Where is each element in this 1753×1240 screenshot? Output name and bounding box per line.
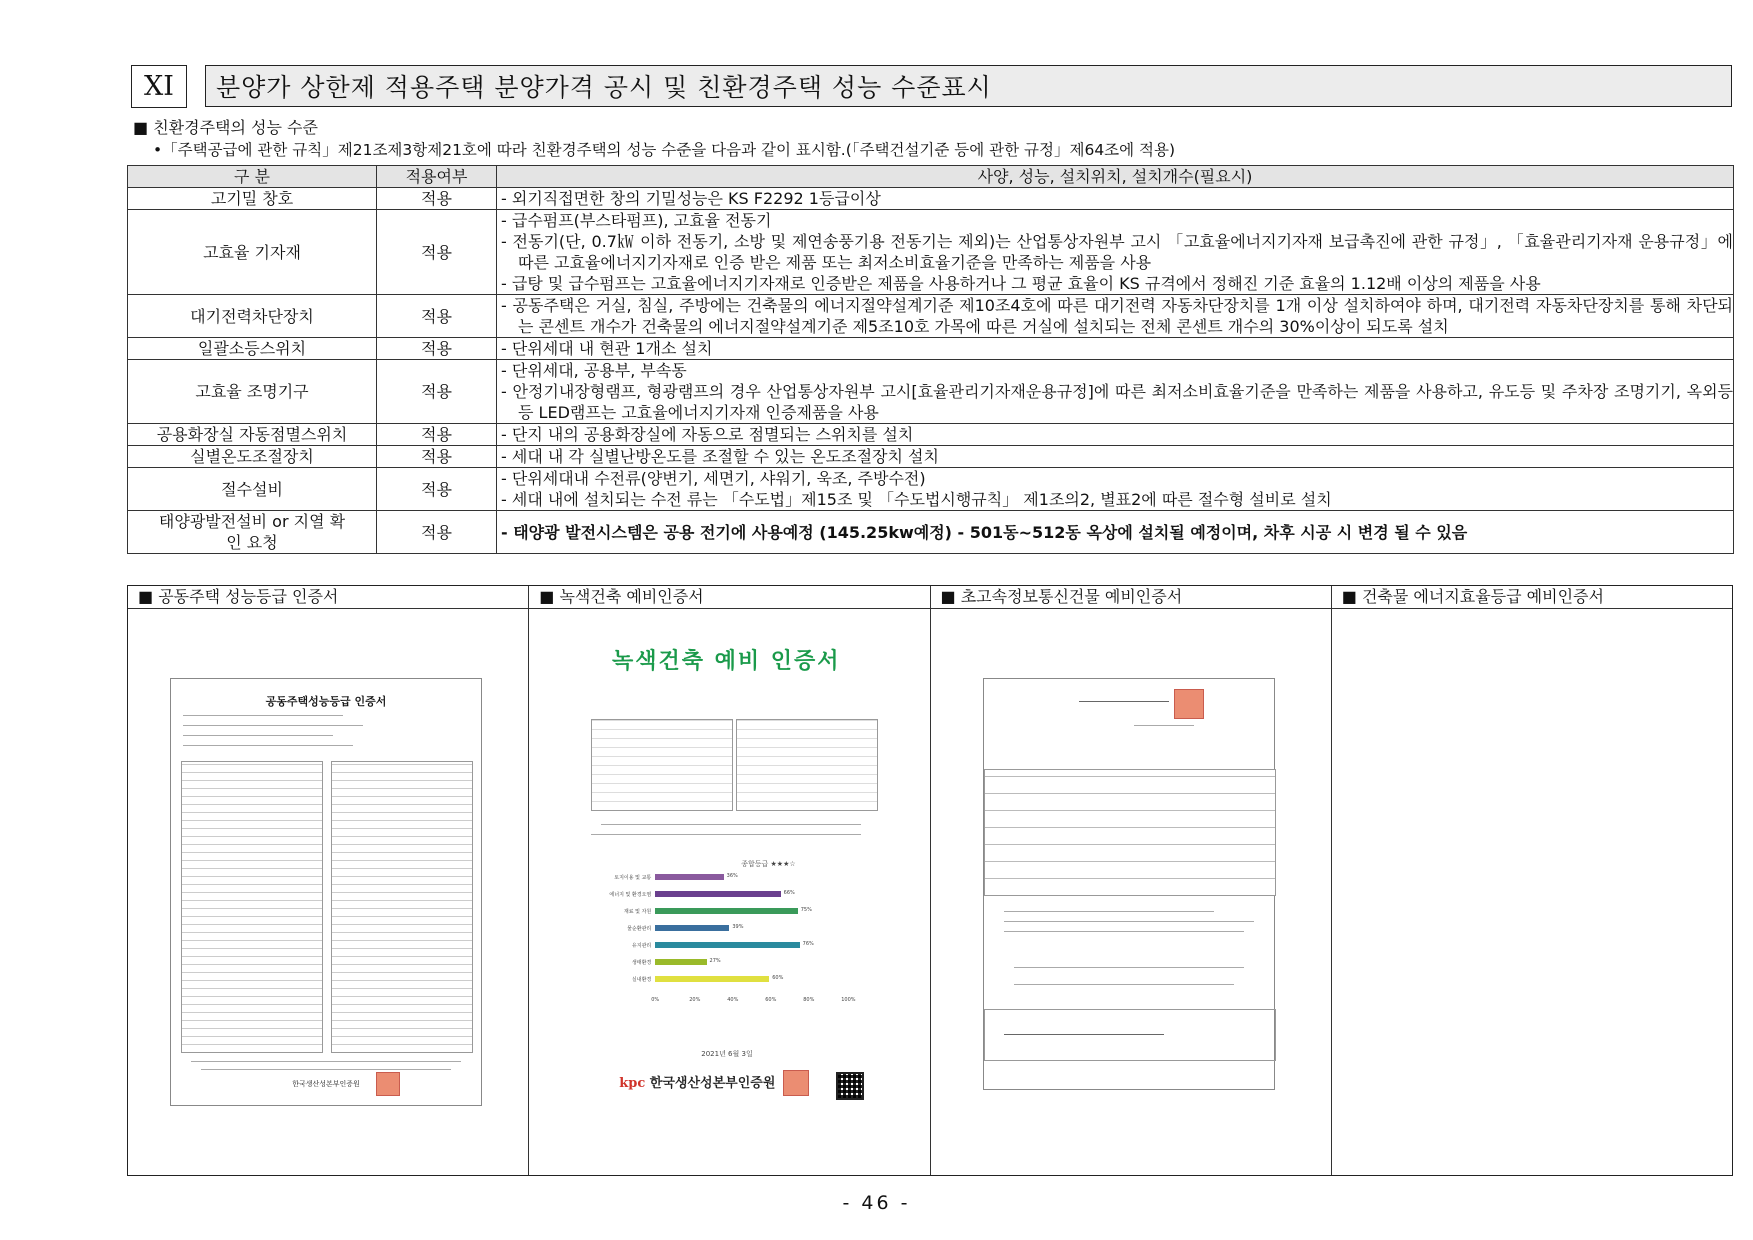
row-spec: [497, 338, 1734, 360]
row-item: 공용화장실 자동점멸스위치: [128, 424, 377, 446]
chart-category-label: 에너지 및 환경오염: [609, 892, 652, 898]
row-item: 대기전력차단장치: [128, 295, 377, 338]
certificate-info-comm: [931, 586, 1332, 1175]
spec-line: - 전동기(단, 0.7㎾ 이하 전동기, 소방 및 제연송풍기용 전동기는 제외)는 산업통상자원부 고시 「고효율에너지기자재 보급촉진에 관한 규정」, 「효율관리기자재 운용규정」에 따른 고효율에너지기자재로 인증 받은 제품 또는 최저소비효율기준을 만족하는 제품을 사용: [501, 232, 1733, 272]
chart-tick-label: 40%: [727, 997, 739, 1003]
table-row: [128, 188, 1734, 210]
section-note: •「주택공급에 관한 규칙」제21조제3항제21호에 따라 친환경주택의 성능 수준을 다음과 같이 표시함.(「주택건설기준 등에 관한 규정」제64조에 적용): [153, 141, 1176, 159]
row-spec: [497, 210, 1734, 295]
row-item: 고기밀 창호: [128, 188, 377, 210]
certificate-housing-performance: [128, 586, 529, 1175]
row-spec: [497, 295, 1734, 338]
certificate-image: [983, 678, 1275, 1090]
chart-tick-label: 60%: [765, 997, 777, 1003]
row-item: 일괄소등스위치: [128, 338, 377, 360]
table-row: [128, 446, 1734, 468]
chart-value-label: 66%: [783, 890, 795, 896]
row-spec: [497, 424, 1734, 446]
certificate-image: [551, 624, 901, 1124]
row-item: 태양광발전설비 or 지열 확인 요청: [128, 511, 377, 554]
row-spec: [497, 360, 1734, 424]
chart-value-label: 39%: [732, 924, 744, 930]
certificate-heading: ■ 녹색건축 예비인증서: [529, 586, 929, 609]
chart-category-label: 물순환관리: [627, 926, 652, 932]
doc-date: 2021년 6월 3일: [701, 1050, 753, 1058]
spec-line: - 급수펌프(부스타펌프), 고효율 전동기: [501, 211, 772, 230]
spec-line: - 단위세대 내 현관 1개소 설치: [501, 339, 713, 358]
chart-tick-label: 0%: [651, 997, 660, 1003]
chart-bar: [655, 874, 723, 880]
row-applied: 적용: [377, 210, 497, 295]
row-item: 고효율 조명기구: [128, 360, 377, 424]
spec-line: - 단위세대내 수전류(양변기, 세면기, 샤워기, 욱조, 주방수전): [501, 469, 926, 488]
chart-value-label: 75%: [800, 907, 812, 913]
certificate-heading: ■ 초고속정보통신건물 예비인증서: [931, 586, 1331, 609]
table-header-row: [128, 166, 1734, 188]
issuer-name: 한국생산성본부인증원: [649, 1076, 776, 1091]
chart-bar: [655, 925, 729, 931]
chart-category-label: 재료 및 자원: [623, 909, 652, 915]
row-applied: 적용: [377, 424, 497, 446]
qr-code-icon: [836, 1072, 864, 1100]
certificate-green-building: [529, 586, 930, 1175]
spec-line: - 세대 내 각 실별난방온도를 조절할 수 있는 온도조절장치 설치: [501, 447, 939, 466]
chart-tick-label: 20%: [689, 997, 701, 1003]
table-row: [128, 295, 1734, 338]
table-row: [128, 511, 1734, 554]
spec-line: - 안정기내장형램프, 형광램프의 경우 산업통상자원부 고시[효율관리기자재운용규정]에 따른 최저소비효율기준을 만족하는 제품을 사용하고, 유도등 및 주차장 조명기기, 옥외등 등 LED램프는 고효율에너지기자재 인증제품을 사용: [501, 382, 1733, 422]
row-item: 실별온도조절장치: [128, 446, 377, 468]
row-spec: [497, 446, 1734, 468]
certificate-heading: ■ 건축물 에너지효율등급 예비인증서: [1332, 586, 1732, 609]
section-title: ■ 친환경주택의 성능 수준: [133, 118, 318, 137]
certificate-heading: ■ 공동주택 성능등급 인증서: [128, 586, 528, 609]
doc-issuer: 한국생산성본부인증원: [292, 1080, 360, 1088]
chart-bar: [655, 976, 769, 982]
section-number: XI: [131, 65, 187, 108]
row-spec: [497, 188, 1734, 210]
chart-category-label: 실내환경: [631, 977, 652, 983]
header-applied: 적용여부: [377, 166, 497, 188]
page-title: 분양가 상한제 적용주택 분양가격 공시 및 친환경주택 성능 수준표시: [205, 65, 1732, 107]
row-applied: 적용: [377, 446, 497, 468]
chart-tick-label: 80%: [803, 997, 815, 1003]
chart-value-label: 60%: [772, 975, 784, 981]
green-chart: [591, 874, 871, 1014]
row-applied: 적용: [377, 295, 497, 338]
spec-line: - 태양광 발전시스템은 공용 전기에 사용예정 (145.25kw예정) - 501동~512동 옥상에 설치될 예정이며, 차후 시공 시 변경 될 수 있음: [501, 522, 1468, 542]
certificate-image: [170, 678, 482, 1106]
chart-category-label: 생태환경: [631, 960, 652, 966]
header-spec: 사양, 성능, 설치위치, 설치개수(필요시): [497, 166, 1734, 188]
chart-value-label: 27%: [709, 958, 721, 964]
chart-category-label: 유지관리: [631, 943, 652, 949]
row-item: 고효율 기자재: [128, 210, 377, 295]
row-applied: 적용: [377, 468, 497, 511]
table-row: [128, 210, 1734, 295]
row-applied: 적용: [377, 188, 497, 210]
table-row: [128, 424, 1734, 446]
page-number: - 46 -: [842, 1192, 911, 1214]
chart-value-label: 76%: [802, 941, 814, 947]
chart-bar: [655, 908, 798, 914]
certificate-energy-efficiency: [1332, 586, 1732, 1175]
doc-title: 공동주택성능등급 인증서: [265, 695, 387, 708]
kpc-logo: kpc: [619, 1076, 646, 1091]
chart-bar: [655, 959, 706, 965]
chart-tick-label: 100%: [841, 997, 856, 1003]
row-spec: [497, 511, 1734, 554]
header-category: 구 분: [128, 166, 377, 188]
row-item: 절수설비: [128, 468, 377, 511]
row-spec: [497, 468, 1734, 511]
row-applied: 적용: [377, 338, 497, 360]
table-row: [128, 468, 1734, 511]
doc-issuer: [619, 1072, 775, 1091]
doc-rating: 종합등급 ★★★☆: [741, 860, 796, 868]
performance-table: [127, 165, 1734, 554]
chart-bar: [655, 942, 799, 948]
spec-line: - 세대 내에 설치되는 수전 류는 「수도법」제15조 및 「수도법시행규칙」 제1조의2, 별표2에 따른 절수형 설비로 설치: [501, 490, 1332, 509]
table-row: [128, 338, 1734, 360]
spec-line: - 급탕 및 급수펌프는 고효율에너지기자재로 인증받은 제품을 사용하거나 그 평균 효율이 KS 규격에서 정해진 기준 효율의 1.12배 이상의 제품을 사용: [501, 274, 1541, 293]
chart-value-label: 36%: [726, 873, 738, 879]
table-row: [128, 360, 1734, 424]
spec-line: - 단지 내의 공용화장실에 자동으로 점멸되는 스위치를 설치: [501, 425, 914, 444]
row-applied: 적용: [377, 360, 497, 424]
doc-title: 녹색건축 예비 인증서: [611, 649, 841, 674]
row-applied: 적용: [377, 511, 497, 554]
spec-line: - 외기직접면한 창의 기밀성능은 KS F2292 1등급이상: [501, 189, 881, 208]
spec-line: - 단위세대, 공용부, 부속동: [501, 361, 687, 380]
certificates-panel: [127, 585, 1733, 1176]
chart-bar: [655, 891, 780, 897]
spec-line: - 공동주택은 거실, 침실, 주방에는 건축물의 에너지절약설계기준 제10조4호에 따른 대기전력 자동차단장치를 1개 이상 설치하여야 하며, 대기전력 자동차단장치를 통해 차단되는 콘센트 개수가 건축물의 에너지절약설계기준 제5조10호 가목에 따른 거실에 설치되는 전체 콘센트 개수의 30%이상이 되도록 설치: [501, 296, 1733, 336]
chart-category-label: 토지이용 및 교통: [614, 875, 652, 881]
